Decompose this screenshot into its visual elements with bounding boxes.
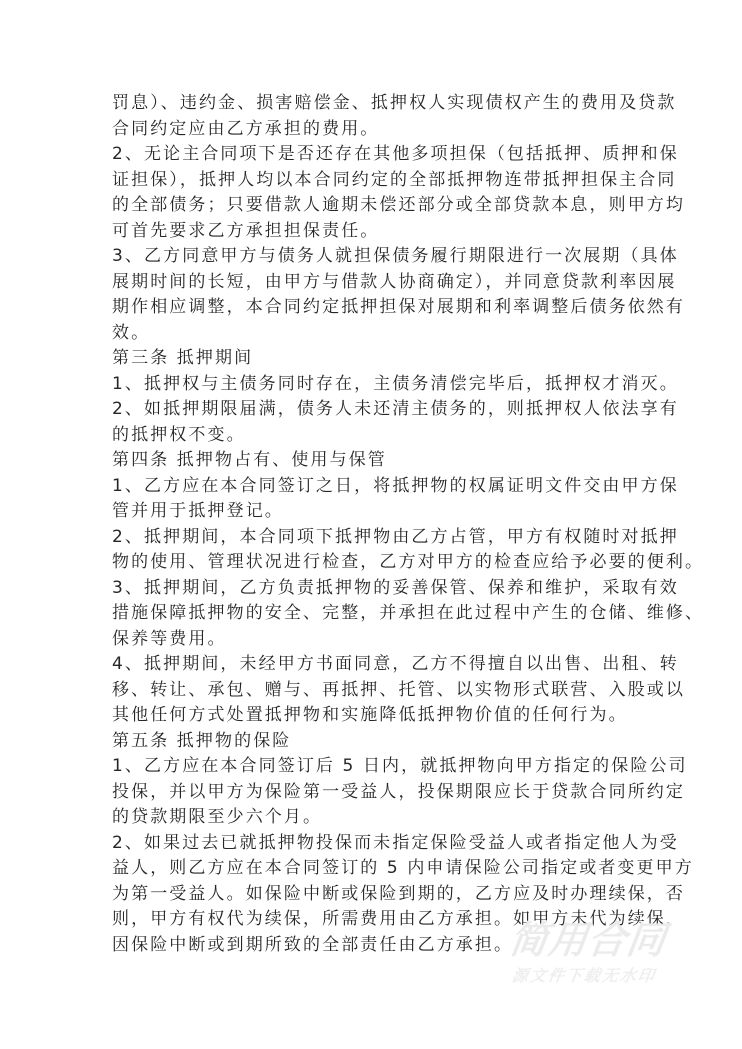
text-line: 3、乙方同意甲方与债务人就担保债务履行期限进行一次展期（具体 (112, 246, 679, 266)
document-body (112, 91, 705, 958)
text-line: 1、乙方应在本合同签订之日，将抵押物的权属证明文件交由甲方保 (112, 475, 679, 496)
text-line: 1、乙方应在本合同签订后 5 日内，就抵押物向甲方指定的保险公司 (112, 756, 688, 776)
text-line: 4、抵押期间，未经甲方书面同意，乙方不得擅自以出售、出租、转 (112, 654, 679, 674)
text-line: 效。 (112, 322, 151, 343)
text-line: 措施保障抵押物的安全、完整，并承担在此过程中产生的仓储、维修、 (112, 603, 705, 623)
text-line: 投保，并以甲方为保险第一受益人，投保期限应长于贷款合同所约定 (112, 781, 685, 802)
watermark-subtitle: 源文件下载无水印 (510, 966, 658, 985)
text-line: 的抵押权不变。 (112, 424, 246, 445)
text-line: 可首先要求乙方承担担保责任。 (112, 220, 380, 241)
text-line: 2、如果过去已就抵押物投保而未指定保险受益人或者指定他人为受 (112, 832, 679, 853)
text-line: 其他任何方式处置抵押物和实施降低抵押物价值的任何行为。 (112, 705, 628, 725)
section-heading-article-4: 第四条 抵押物占有、使用与保管 (112, 450, 387, 470)
text-line: 2、无论主合同项下是否还存在其他多项担保（包括抵押、质押和保 (112, 144, 679, 164)
text-line: 管并用于抵押登记。 (112, 501, 284, 521)
watermark-title: 简用合同 (506, 918, 670, 962)
text-line: 益人，则乙方应在本合同签订的 5 内申请保险公司指定或者变更甲方 (112, 858, 694, 878)
text-line: 因保险中断或到期所致的全部责任由乙方承担。 (112, 934, 514, 955)
text-line: 物的使用、管理状况进行检查，乙方对甲方的检查应给予必要的便利。 (112, 552, 705, 572)
text-line: 罚息）、违约金、损害赔偿金、抵押权人实现债权产生的费用及贷款 (112, 93, 677, 113)
text-line: 为第一受益人。如保险中断或保险到期的，乙方应及时办理续保，否 (112, 883, 685, 904)
text-line: 期作相应调整，本合同约定抵押担保对展期和利率调整后债务依然有 (112, 297, 685, 317)
text-line: 的全部债务；只要借款人逾期未偿还部分或全部贷款本息，则甲方均 (112, 195, 685, 215)
text-line: 3、抵押期间，乙方负责抵押物的妥善保管、保养和维护，采取有效 (112, 577, 679, 598)
text-line: 证担保），抵押人均以本合同约定的全部抵押物连带抵押担保主合同 (112, 169, 677, 190)
text-line: 2、如抵押期限届满，债务人未还清主债务的，则抵押权人依法享有 (112, 399, 679, 419)
text-line: 则，甲方有权代为续保，所需费用由乙方承担。如甲方未代为续保， (112, 909, 685, 929)
text-line: 2、抵押期间，本合同项下抵押物由乙方占管，甲方有权随时对抵押 (112, 526, 679, 547)
text-line: 移、转让、承包、赠与、再抵押、托管、以实物形式联营、入股或以 (112, 679, 685, 700)
text-line: 1、抵押权与主债务同时存在，主债务清偿完毕后，抵押权才消灭。 (112, 373, 679, 394)
text-line: 的贷款期限至少六个月。 (112, 807, 323, 827)
text-line: 合同约定应由乙方承担的费用。 (112, 118, 380, 139)
text-line: 保养等费用。 (112, 628, 227, 649)
text-line: 展期时间的长短，由甲方与借款人协商确定），并同意贷款利率因展 (112, 271, 677, 292)
section-heading-article-5: 第五条 抵押物的保险 (112, 730, 292, 751)
section-heading-article-3: 第三条 抵押期间 (112, 348, 254, 368)
